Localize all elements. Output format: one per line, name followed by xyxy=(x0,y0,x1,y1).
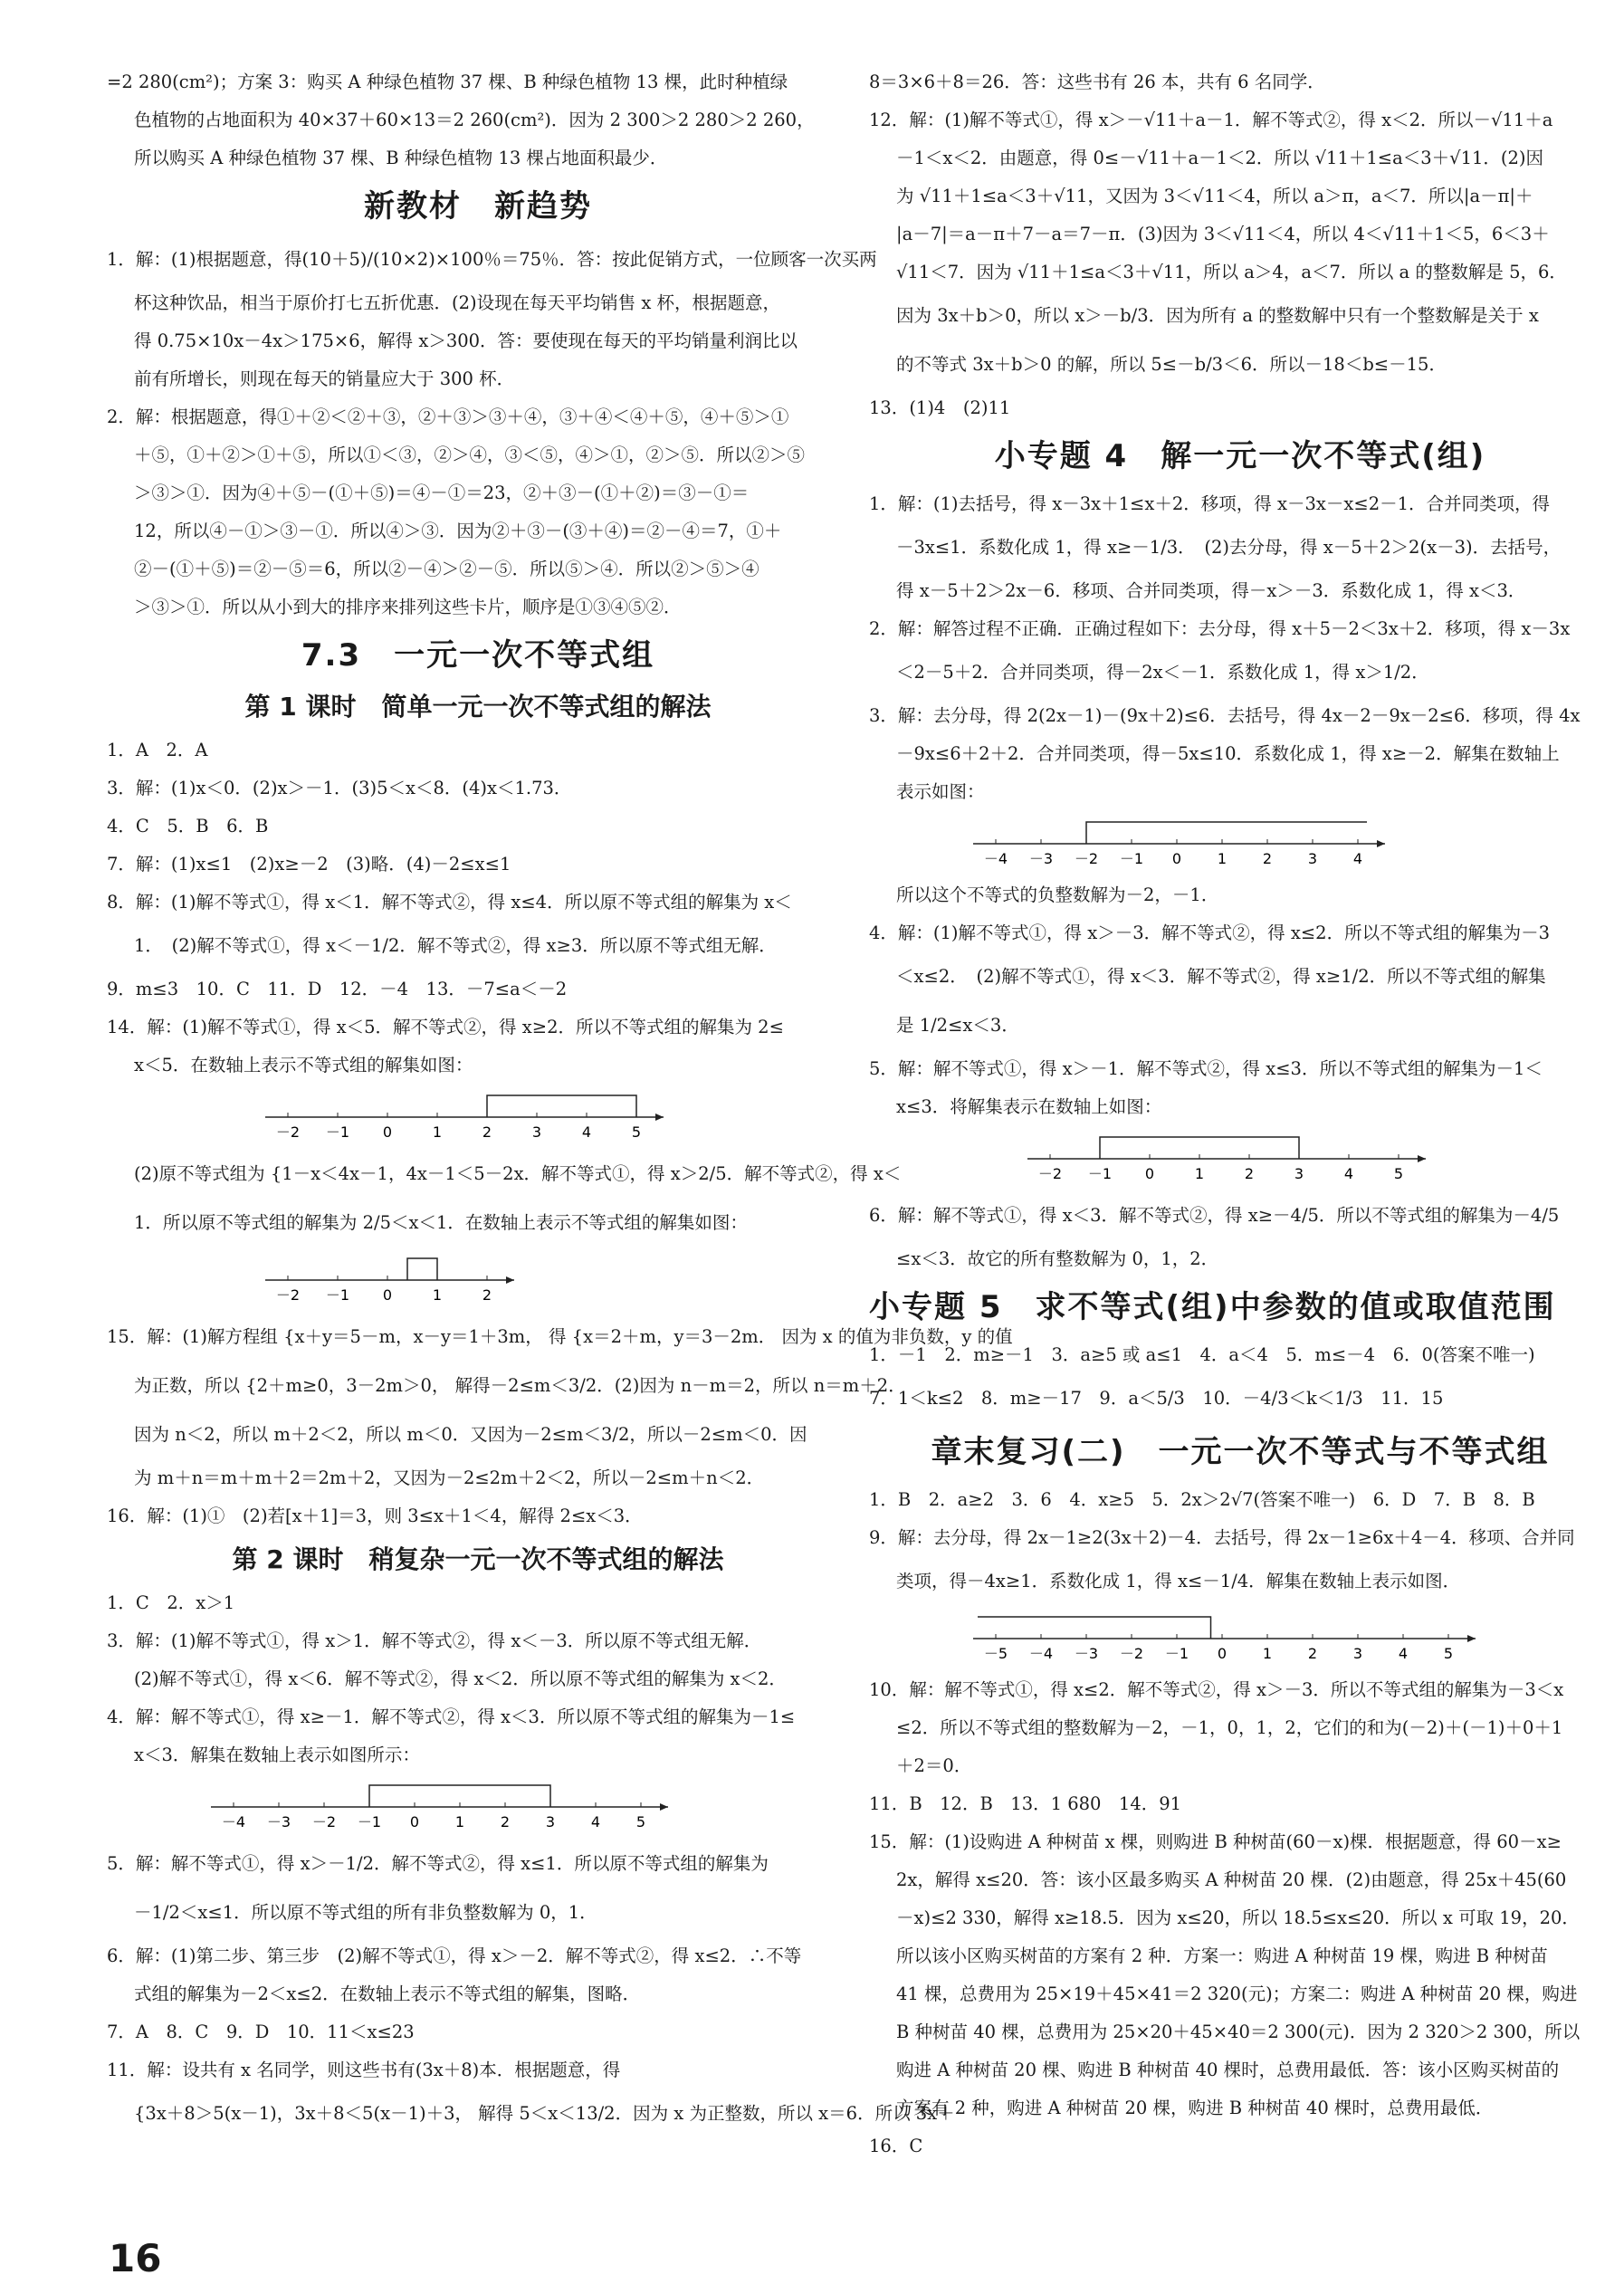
answer-line: 6．解：(1)第二步、第三步 (2)解不等式①，得 x＞－2．解不等式②，得 x≤2．∴不等 xyxy=(107,1945,802,1966)
number-line-tick-label: 5 xyxy=(635,1813,646,1830)
answer-line: (2)解不等式①，得 x＜6．解不等式②，得 x＜2．所以原不等式组的解集为 x＜2． xyxy=(134,1668,787,1689)
answer-line: 4．解：解不等式①，得 x≥－1．解不等式②，得 x＜3．所以原不等式组的解集为－1≤ xyxy=(107,1706,796,1727)
answer-line: －x)≤2 330，解得 x≥18.5．因为 x≤20，所以 18.5≤x≤20．所以 x 可取 19，20． xyxy=(896,1907,1580,1928)
number-line-tick-label: 5 xyxy=(631,1123,642,1141)
answer-line: √11＜7．因为 √11＋1≤a＜3＋√11，所以 a＞4，a＜7．所以 a 的整数解是 5，6． xyxy=(896,262,1567,282)
answer-line: =2 280(cm²)；方案 3：购买 A 种绿色植物 37 棵、B 种绿色植物 13 棵，此时种植绿 xyxy=(107,72,788,92)
answer-line: (2)原不等式组为 {1－x＜4x－1，4x－1＜5－2x．解不等式①，得 x＞2/5．解不等式②，得 x＜ xyxy=(134,1163,902,1184)
answer-line: 所以这个不等式的负整数解为－2，－1． xyxy=(896,884,1219,905)
answer-line: 9．m≤3 10．C 11．D 12．－4 13．－7≤a＜－2 xyxy=(107,979,568,999)
number-line-arrow xyxy=(655,1114,664,1121)
solution-set-bracket xyxy=(407,1258,437,1280)
answer-line: 16．解：(1)① (2)若[x＋1]＝3，则 3≤x＋1＜4，解得 2≤x＜3． xyxy=(107,1505,643,1526)
number-line-tick-label: －4 xyxy=(1028,1645,1054,1662)
lesson-heading: 第 2 课时 稍复杂一元一次不等式组的解法 xyxy=(232,1544,724,1574)
answer-line: 13．(1)4 (2)11 xyxy=(869,397,1011,418)
page-number: 16 xyxy=(109,2236,162,2280)
answer-line: 1．A 2．A xyxy=(107,740,208,760)
answer-line: ＋2＝0． xyxy=(896,1755,972,1776)
number-line-tick-label: －3 xyxy=(1028,850,1054,867)
number-line-tick-label: －3 xyxy=(1074,1645,1099,1662)
answer-line: 所以该小区购买树苗的方案有 2 种．方案一：购进 A 种树苗 19 棵，购进 B 种树苗 xyxy=(896,1945,1548,1966)
answer-line: 3．解：去分母，得 2(2x－1)－(9x＋2)≤6．去括号，得 4x－2－9x－2≤6．移项，得 4x xyxy=(869,705,1581,726)
number-line-tick-label: 5 xyxy=(1393,1165,1404,1182)
solution-set-bracket xyxy=(1086,822,1367,844)
answer-line: 是 1/2≤x＜3． xyxy=(896,1015,1019,1036)
answer-line: 1．解：(1)根据题意，得(10＋5)/(10×2)×100％＝75％．答：按此促销方式，一位顾客一次买两 xyxy=(107,249,877,270)
number-line-tick-label: 2 xyxy=(482,1286,492,1304)
number-line-tick-label: 3 xyxy=(1307,850,1318,867)
number-line-tick-label: －1 xyxy=(325,1286,350,1304)
number-line-tick-label: 4 xyxy=(581,1123,592,1141)
lesson-heading: 第 1 课时 简单一元一次不等式组的解法 xyxy=(244,692,712,722)
answer-line: 杯这种饮品，相当于原价打七五折优惠．(2)设现在每天平均销售 x 杯，根据题意， xyxy=(134,292,781,313)
answer-line: 为正数，所以 {2＋m≥0，3－2m＞0， 解得－2≤m＜3/2．(2)因为 n－m＝2，所以 n＝m＋2． xyxy=(134,1375,906,1396)
number-line-tick-label: －4 xyxy=(221,1813,246,1830)
answer-line: 色植物的占地面积为 40×37＋60×13＝2 260(cm²)．因为 2 300＞2 280＞2 260， xyxy=(134,110,815,130)
answer-line: x≤3．将解集表示在数轴上如图： xyxy=(896,1096,1162,1117)
answer-line: ＜x≤2． (2)解不等式①，得 x＜3．解不等式②，得 x≥1/2．所以不等式组的解集 xyxy=(896,966,1546,987)
right-column xyxy=(869,63,1611,2165)
answer-line: －1＜x＜2．由题意，得 0≤－√11＋a－1＜2．所以 √11＋1≤a＜3＋√11．(2)因 xyxy=(896,148,1544,168)
section-heading: 小专题 4 解一元一次不等式(组) xyxy=(994,438,1486,474)
number-line-tick-label: 2 xyxy=(500,1813,511,1830)
section-heading: 小专题 5 求不等式(组)中参数的值或取值范围 xyxy=(869,1289,1556,1325)
number-line-tick-label: 0 xyxy=(1144,1165,1155,1182)
number-line-tick-label: －5 xyxy=(983,1645,1008,1662)
answer-line: 12，所以④－①＞③－①．所以④＞③．因为②＋③－(③＋④)＝②－④＝7，①＋ xyxy=(134,521,782,541)
answer-line: x＜3．解集在数轴上表示如图所示： xyxy=(134,1744,420,1765)
number-line-14a xyxy=(107,1090,795,1144)
answer-line: 4．C 5．B 6．B xyxy=(107,816,269,836)
answer-line: 2x，解得 x≤20．答：该小区最多购买 A 种树苗 20 棵．(2)由题意，得 25x＋45(60 xyxy=(896,1869,1567,1890)
number-line-tick-label: 0 xyxy=(382,1123,393,1141)
number-line-tick-label: －2 xyxy=(1119,1645,1144,1662)
answer-line: {3x＋8＞5(x－1)，3x＋8＜5(x－1)＋3， 解得 5＜x＜13/2．因为 x 为正整数，所以 x＝6．所以 3x＋ xyxy=(134,2103,955,2124)
number-line-tick-label: －1 xyxy=(1087,1165,1113,1182)
answer-line: 2．解：解答过程不正确．正确过程如下：去分母，得 x＋5－2＜3x＋2．移项，得 x－3x xyxy=(869,618,1571,639)
section-heading: 章末复习(二) 一元一次不等式与不等式组 xyxy=(931,1434,1550,1470)
answer-line: 9．解：去分母，得 2x－1≥2(3x＋2)－4．去括号，得 2x－1≥6x＋4－4．移项、合并同 xyxy=(869,1527,1575,1548)
number-line-r9 xyxy=(869,1611,1557,1666)
answer-line: 6．解：解不等式①，得 x＜3．解不等式②，得 x≥－4/5．所以不等式组的解集为－4/5 xyxy=(869,1205,1560,1226)
answer-line: 10．解：解不等式①，得 x≤2．解不等式②，得 x＞－3．所以不等式组的解集为－3＜x xyxy=(869,1679,1564,1700)
number-line-arrow xyxy=(1418,1155,1426,1162)
answer-line: 15．解：(1)解方程组 {x＋y＝5－m，x－y＝1＋3m， 得 {x＝2＋m，y＝3－2m． 因为 x 的值为非负数，y 的值 xyxy=(107,1326,1013,1347)
number-line-tick-label: 1 xyxy=(1217,850,1228,867)
number-line-tick-label: 4 xyxy=(590,1813,601,1830)
number-line-tick-label: 2 xyxy=(1262,850,1273,867)
answer-line: 8．解：(1)解不等式①，得 x＜1．解不等式②，得 x≤4．所以原不等式组的解集为 x＜ xyxy=(107,892,792,913)
answer-line: 1．所以原不等式组的解集为 2/5＜x＜1．在数轴上表示不等式组的解集如图： xyxy=(134,1212,748,1233)
answer-line: 14．解：(1)解不等式①，得 x＜5．解不等式②，得 x≥2．所以不等式组的解集为 2≤ xyxy=(107,1017,784,1037)
answer-line: ＋⑤，①＋②＞①＋⑤，所以①＜③，②＞④，③＜⑤，④＞①，②＞⑤．所以②＞⑤ xyxy=(134,444,806,465)
number-line-arrow xyxy=(660,1803,668,1811)
answer-line: ＞③＞①．因为④＋⑤－(①＋⑤)＝④－①＝23，②＋③－(①＋②)＝③－①＝ xyxy=(134,483,750,503)
answer-line: B 种树苗 40 棵，总费用为 25×20＋45×40＝2 300(元)．因为 2 320＞2 300，所以 xyxy=(896,2022,1581,2042)
answer-line: －1/2＜x≤1．所以原不等式组的所有非负整数解为 0，1． xyxy=(134,1902,597,1923)
number-line-tick-label: －3 xyxy=(266,1813,291,1830)
number-line-tick-label: 3 xyxy=(1294,1165,1304,1182)
number-line-r5 xyxy=(869,1132,1557,1186)
number-line-tick-label: 1 xyxy=(1262,1645,1273,1662)
answer-line: 2．解：根据题意，得①＋②＜②＋③，②＋③＞③＋④，③＋④＜④＋⑤，④＋⑤＞① xyxy=(107,406,789,427)
number-line-tick-label: 1 xyxy=(432,1286,443,1304)
number-line-tick-label: 4 xyxy=(1352,850,1363,867)
number-line-tick-label: 0 xyxy=(382,1286,393,1304)
number-line-tick-label: 2 xyxy=(1307,1645,1318,1662)
number-line-14b xyxy=(107,1253,795,1307)
number-line-tick-label: －2 xyxy=(1074,850,1099,867)
number-line-tick-label: 1 xyxy=(1194,1165,1205,1182)
number-line-arrow xyxy=(506,1276,514,1284)
number-line-tick-label: 5 xyxy=(1443,1645,1454,1662)
number-line-tick-label: 1 xyxy=(432,1123,443,1141)
number-line-tick-label: －2 xyxy=(311,1813,337,1830)
answer-line: 4．解：(1)解不等式①，得 x＞－3．解不等式②，得 x≤2．所以不等式组的解集为－3 xyxy=(869,922,1550,943)
number-line-tick-label: －2 xyxy=(1037,1165,1063,1182)
number-line-tick-label: 3 xyxy=(1352,1645,1363,1662)
answer-line: 因为 3x＋b＞0，所以 x＞－b/3．因为所有 a 的整数解中只有一个整数解是关于 x xyxy=(896,305,1539,326)
answer-line: 7．A 8．C 9．D 10．11＜x≤23 xyxy=(107,2022,415,2042)
section-heading: 新教材 新趋势 xyxy=(364,188,592,225)
answer-line: 1． (2)解不等式①，得 x＜－1/2．解不等式②，得 x≥3．所以原不等式组无解． xyxy=(134,935,777,956)
number-line-tick-label: 0 xyxy=(1171,850,1182,867)
answer-line: ＜2－5＋2．合并同类项，得－2x＜－1．系数化成 1，得 x＞1/2． xyxy=(896,662,1429,683)
answer-line: ≤2．所以不等式组的整数解为－2，－1，0，1，2，它们的和为(－2)＋(－1)＋0＋1 xyxy=(896,1717,1563,1738)
answer-line: 1．－1 2．m≥－1 3．a≥5 或 a≤1 4．a＜4 5．m≤－4 6．0(答案不唯一) xyxy=(869,1344,1535,1365)
number-line-tick-label: －2 xyxy=(275,1123,301,1141)
answer-line: 5．解：解不等式①，得 x＞－1．解不等式②，得 x≤3．所以不等式组的解集为－1＜ xyxy=(869,1058,1543,1079)
answer-line: 11．B 12．B 13．1 680 14．91 xyxy=(869,1793,1182,1814)
section-heading: 7.3 一元一次不等式组 xyxy=(301,637,655,674)
number-line-tick-label: 0 xyxy=(1217,1645,1228,1662)
number-line-r3 xyxy=(869,817,1557,871)
answer-line: 购进 A 种树苗 20 棵、购进 B 种树苗 40 棵时，总费用最低．答：该小区购买树苗的 xyxy=(896,2060,1560,2080)
answer-line: 8＝3×6＋8＝26．答：这些书有 26 本，共有 6 名同学． xyxy=(869,72,1325,92)
answer-line: 41 棵，总费用为 25×19＋45×41＝2 320(元)；方案二：购进 A 种树苗 20 棵，购进 xyxy=(896,1983,1578,2004)
answer-line: 表示如图： xyxy=(896,781,985,802)
number-line-tick-label: 4 xyxy=(1398,1645,1409,1662)
number-line-tick-label: －1 xyxy=(1119,850,1144,867)
answer-line: 得 0.75×10x－4x＞175×6，解得 x＞300．答：要使现在每天的平均销量利润比以 xyxy=(134,330,798,351)
answer-line: －3x≤1．系数化成 1，得 x≥－1/3． (2)去分母，得 x－5＋2＞2(x－3)．去括号， xyxy=(896,537,1562,558)
answer-line: 因为 n＜2，所以 m＋2＜2，所以 m＜0．又因为－2≤m＜3/2，所以－2≤m＜0．因 xyxy=(134,1424,807,1445)
answer-line: 前有所增长，则现在每天的销量应大于 300 杯． xyxy=(134,368,515,389)
answer-line: 16．C xyxy=(869,2136,923,2156)
answer-line: 3．解：(1)解不等式①，得 x＞1．解不等式②，得 x＜－3．所以原不等式组无解． xyxy=(107,1630,762,1651)
number-line-tick-label: 3 xyxy=(531,1123,542,1141)
answer-line: ≤x＜3．故它的所有整数解为 0，1，2． xyxy=(896,1248,1219,1269)
answer-line: 为 √11＋1≤a＜3＋√11，又因为 3＜√11＜4，所以 a＞π，a＜7．所以|a－π|＋ xyxy=(896,186,1533,206)
answer-line: 7．1＜k≤2 8．m≥－17 9．a＜5/3 10．－4/3＜k＜1/3 11．15 xyxy=(869,1388,1444,1409)
answer-line: |a－7|＝a－π＋7－a＝7－π．(3)因为 3＜√11＜4，所以 4＜√11＋1＜5，6＜3＋ xyxy=(896,224,1550,244)
answer-line: 12．解：(1)解不等式①，得 x＞－√11＋a－1．解不等式②，得 x＜2．所以－√11＋a xyxy=(869,110,1553,130)
solution-set-bracket xyxy=(978,1617,1211,1639)
number-line-tick-label: 2 xyxy=(1244,1165,1255,1182)
number-line-tick-label: －1 xyxy=(357,1813,382,1830)
number-line-tick-label: 0 xyxy=(409,1813,420,1830)
number-line-tick-label: －2 xyxy=(275,1286,301,1304)
answer-line: 的不等式 3x＋b＞0 的解，所以 5≤－b/3＜6．所以－18＜b≤－15． xyxy=(896,354,1447,375)
answer-line: 为 m＋n＝m＋m＋2＝2m＋2，又因为－2≤2m＋2＜2，所以－2≤m＋n＜2． xyxy=(134,1467,765,1488)
number-line-tick-label: 1 xyxy=(454,1813,465,1830)
answer-line: 1．C 2．x＞1 xyxy=(107,1592,235,1613)
answer-line: ②－(①＋⑤)＝②－⑤＝6，所以②－④＞②－⑤．所以⑤＞④．所以②＞⑤＞④ xyxy=(134,559,759,579)
answer-line: x＜5．在数轴上表示不等式组的解集如图： xyxy=(134,1055,473,1075)
answer-line: 11．解：设共有 x 名同学，则这些书有(3x＋8)本．根据题意，得 xyxy=(107,2060,621,2080)
number-line-tick-label: 2 xyxy=(482,1123,492,1141)
number-line-tick-label: －1 xyxy=(1164,1645,1189,1662)
answer-line: 式组的解集为－2＜x≤2．在数轴上表示不等式组的解集，图略． xyxy=(134,1983,641,2004)
answer-line: 15．解：(1)设购进 A 种树苗 x 棵，则购进 B 种树苗(60－x)棵．根据题意，得 60－x≥ xyxy=(869,1831,1562,1852)
answer-line: 所以购买 A 种绿色植物 37 棵、B 种绿色植物 13 棵占地面积最少． xyxy=(134,148,668,168)
answer-line: 7．解：(1)x≤1 (2)x≥－2 (3)略．(4)－2≤x≤1 xyxy=(107,854,511,875)
answer-line: 3．解：(1)x＜0．(2)x＞－1．(3)5＜x＜8．(4)x＜1.73． xyxy=(107,778,572,798)
answer-line: 5．解：解不等式①，得 x＞－1/2．解不等式②，得 x≤1．所以原不等式组的解集为 xyxy=(107,1853,769,1874)
number-line-4 xyxy=(107,1780,795,1834)
answer-line: ＞③＞①．所以从小到大的排序来排列这些卡片，顺序是①③④⑤②． xyxy=(134,597,682,617)
number-line-tick-label: －4 xyxy=(983,850,1008,867)
number-line-tick-label: 3 xyxy=(545,1813,556,1830)
number-line-tick-label: －1 xyxy=(325,1123,350,1141)
answer-line: 1．解：(1)去括号，得 x－3x＋1≤x＋2．移项，得 x－3x－x≤2－1．合并同类项，得 xyxy=(869,493,1551,514)
answer-line: 得 x－5＋2＞2x－6．移项、合并同类项，得－x＞－3．系数化成 1，得 x＜3． xyxy=(896,580,1526,601)
number-line-arrow xyxy=(1377,840,1385,847)
answer-line: 类项，得－4x≥1．系数化成 1，得 x≤－1/4．解集在数轴上表示如图． xyxy=(896,1571,1461,1591)
number-line-arrow xyxy=(1467,1635,1476,1642)
answer-line: －9x≤6＋2＋2．合并同类项，得－5x≤10．系数化成 1，得 x≥－2．解集在数轴上 xyxy=(896,743,1560,764)
answer-line: 方案有 2 种，购进 A 种树苗 20 棵，购进 B 种树苗 40 棵时，总费用最低． xyxy=(896,2098,1494,2118)
number-line-tick-label: 4 xyxy=(1343,1165,1354,1182)
answer-line: 1．B 2．a≥2 3．6 4．x≥5 5．2x＞2√7(答案不唯一) 6．D 7．B 8．B xyxy=(869,1489,1535,1510)
solution-set-bracket xyxy=(487,1095,636,1117)
